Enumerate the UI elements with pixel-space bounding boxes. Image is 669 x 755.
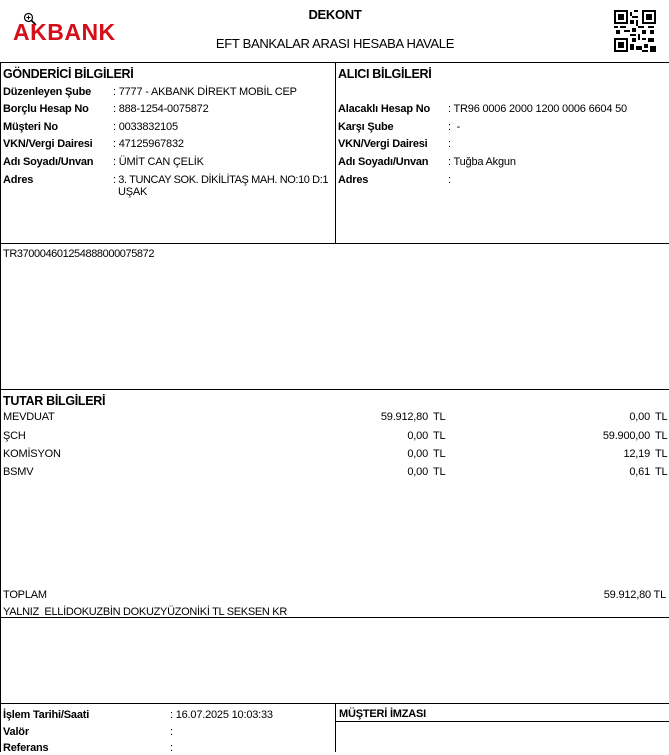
sender-tax-label: VKN/Vergi Dairesi xyxy=(3,138,93,150)
total-in-words: YALNIZ ELLİDOKUZBİN DOKUZYÜZONİKİ TL SEKSEN KR xyxy=(3,606,287,618)
qr-code-icon xyxy=(614,10,656,52)
sender-name-label: Adı Soyadı/Unvan xyxy=(3,156,94,168)
sender-tax-value: : 47125967832 xyxy=(113,138,184,150)
transaction-description: TR370004601254888000075872 xyxy=(3,248,155,260)
receiver-branch-label: Karşı Şube xyxy=(338,121,394,133)
receiver-name-value: : Tuğba Akgun xyxy=(448,156,516,168)
debit-currency: TL xyxy=(433,466,446,478)
credit-currency: TL xyxy=(655,448,668,460)
transfer-type: EFT BANKALAR ARASI HESABA HAVALE xyxy=(215,36,455,51)
sender-customer-no-label: Müşteri No xyxy=(3,121,58,133)
amount-label: ŞCH xyxy=(3,430,26,442)
credit-amount: 0,00 xyxy=(629,411,650,423)
sender-section-title: GÖNDERİCİ BİLGİLERİ xyxy=(3,67,134,81)
bank-logo: AKBANK xyxy=(13,19,116,45)
amount-label: KOMİSYON xyxy=(3,448,61,460)
receiver-section-title: ALICI BİLGİLERİ xyxy=(338,67,432,81)
sender-account-label: Borçlu Hesap No xyxy=(3,103,89,115)
debit-amount: 0,00 xyxy=(407,466,428,478)
receiver-branch-value: : - xyxy=(448,121,461,133)
value-date-value: : xyxy=(170,726,173,738)
receiver-account-value: : TR96 0006 2000 1200 0006 6604 50 xyxy=(448,103,627,115)
debit-currency: TL xyxy=(433,411,446,423)
sender-account-value: : 888-1254-0075872 xyxy=(113,103,209,115)
amount-label: BSMV xyxy=(3,466,34,478)
receiver-name-label: Adı Soyadı/Unvan xyxy=(338,156,429,168)
credit-currency: TL xyxy=(655,430,668,442)
credit-amount: 12,19 xyxy=(623,448,650,460)
sender-address-value: : 3. TUNCAY SOK. DİKİLİTAŞ MAH. NO:10 D:1 xyxy=(113,174,329,186)
reference-label: Referans xyxy=(3,742,49,754)
receiver-address-label: Adres xyxy=(338,174,369,186)
value-date-label: Valör xyxy=(3,726,29,738)
sender-name-value: : ÜMİT CAN ÇELİK xyxy=(113,156,204,168)
receiver-tax-value: : xyxy=(448,138,451,150)
receiver-address-value: : xyxy=(448,174,451,186)
transaction-datetime-value: : 16.07.2025 10:03:33 xyxy=(170,709,273,721)
sender-customer-no-value: : 0033832105 xyxy=(113,121,178,133)
amount-label: MEVDUAT xyxy=(3,411,55,423)
debit-currency: TL xyxy=(433,430,446,442)
total-label: TOPLAM xyxy=(3,589,47,601)
receiver-tax-label: VKN/Vergi Dairesi xyxy=(338,138,428,150)
sender-address-city: UŞAK xyxy=(118,186,148,198)
credit-amount: 59.900,00 xyxy=(602,430,650,442)
sender-branch-label: Düzenleyen Şube xyxy=(3,86,92,98)
debit-currency: TL xyxy=(433,448,446,460)
credit-currency: TL xyxy=(655,466,668,478)
transaction-datetime-label: İşlem Tarihi/Saati xyxy=(3,709,90,721)
document-title: DEKONT xyxy=(308,7,362,22)
credit-currency: TL xyxy=(655,411,668,423)
customer-signature-title: MÜŞTERİ İMZASI xyxy=(339,708,427,720)
debit-amount: 0,00 xyxy=(407,430,428,442)
debit-amount: 59.912,80 xyxy=(380,411,428,423)
amounts-section-title: TUTAR BİLGİLERİ xyxy=(3,394,106,408)
sender-branch-value: : 7777 - AKBANK DİREKT MOBİL CEP xyxy=(113,86,297,98)
debit-amount: 0,00 xyxy=(407,448,428,460)
reference-value: : xyxy=(170,742,173,754)
total-value: 59.912,80 TL xyxy=(603,589,666,601)
credit-amount: 0,61 xyxy=(629,466,650,478)
receiver-account-label: Alacaklı Hesap No xyxy=(338,103,430,115)
sender-address-label: Adres xyxy=(3,174,34,186)
